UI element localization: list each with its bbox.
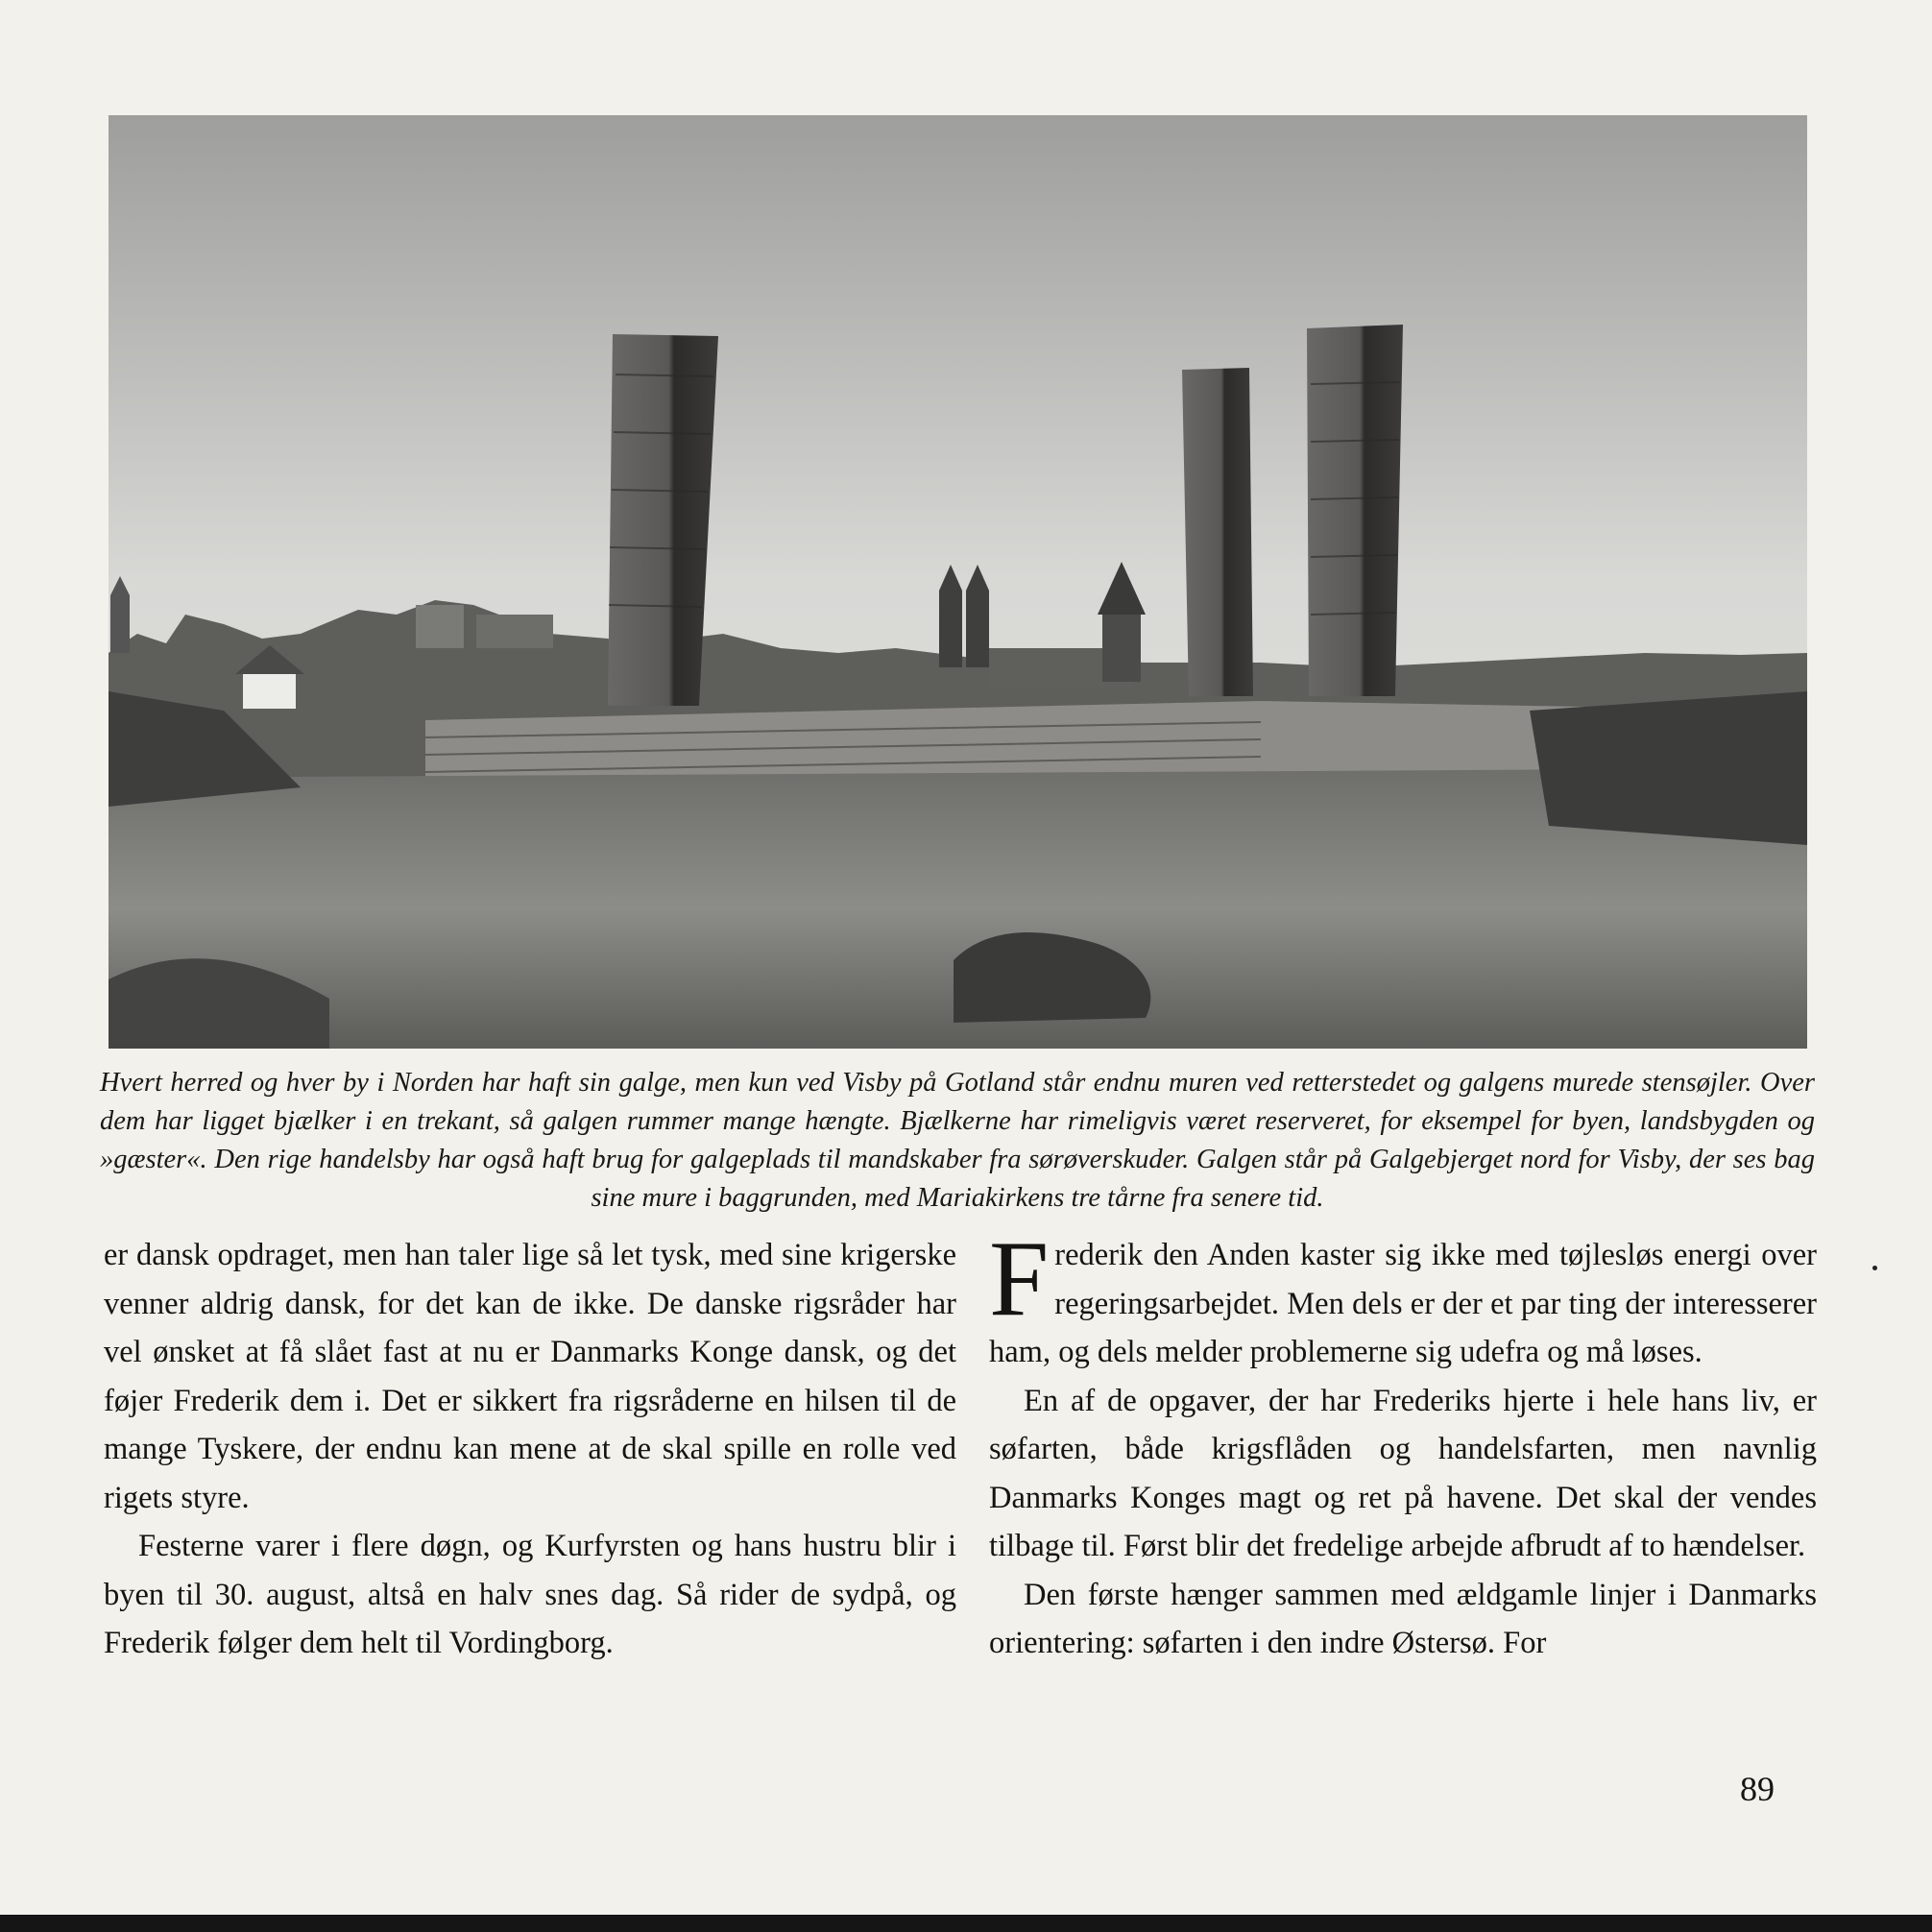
right-paragraph-1 [989, 1220, 1817, 1377]
right-paragraph-2: En af de opgaver, der har Frederiks hjerte i hele hans liv, er søfarten, både krigsflåden og handelsfarten, men navnlig Danmarks Konges magt og ret på havene. Det skal der vendes tilbage til. Først blir det fredelige arbejde afbrudt af to hændelser. [989, 1383, 1817, 1563]
left-column [104, 1231, 956, 1668]
left-paragraph-1: er dansk opdraget, men han taler lige så let tysk, med sine krigerske venner aldrig dansk, for det kan de ikke. De danske rigsråder har vel ønsket at få slået fast at nu er Danmarks Konge dansk, og det føjer Frederik dem i. Det er sikkert fra rigsråderne en hilsen til de mange Tyskere, der endnu kan mene at de skal spille en rolle ved rigets styre. [104, 1238, 956, 1515]
drop-cap: F [989, 1220, 1050, 1339]
scan-edge [0, 1915, 1932, 1932]
stray-dot [1872, 1266, 1877, 1270]
photo-illustration [109, 115, 1807, 1049]
page-number: 89 [1740, 1770, 1775, 1808]
right-paragraph-3: Den første hænger sammen med ældgamle linjer i Danmarks orientering: søfarten i den indre Østersø. For [989, 1577, 1817, 1660]
right-column [989, 1220, 1817, 1668]
left-paragraph-2: Festerne varer i flere døgn, og Kurfyrsten og hans hustru blir i byen til 30. august, altså en halv snes dag. Så rider de sydpå, og Frederik følger dem helt til Vordingborg. [104, 1529, 956, 1660]
right-paragraph-1-text: rederik den Anden kaster sig ikke med tøjlesløs energi over regeringsarbejdet. Men dels er der et par ting der interesserer ham, og dels melder problemerne sig udefra og må løses. [989, 1238, 1817, 1369]
gallows-photo [109, 115, 1807, 1049]
photo-caption: Hvert herred og hver by i Norden har haft sin galge, men kun ved Visby på Gotland står endnu muren ved retterstedet og galgens murede stensøjler. Over dem har ligget bjælker i en trekant, så galgen rummer mange hængte. Bjælkerne har rimeligvis været reserveret, for eksempel for byen, landsbygden og »gæster«. Den rige handelsby har også haft brug for galgeplads til mandskaber fra sørøverskuder. Galgen står på Galgebjerget nord for Visby, der ses bag sine mure i baggrunden, med Mariakirkens tre tårne fra senere tid. [100, 1068, 1815, 1213]
